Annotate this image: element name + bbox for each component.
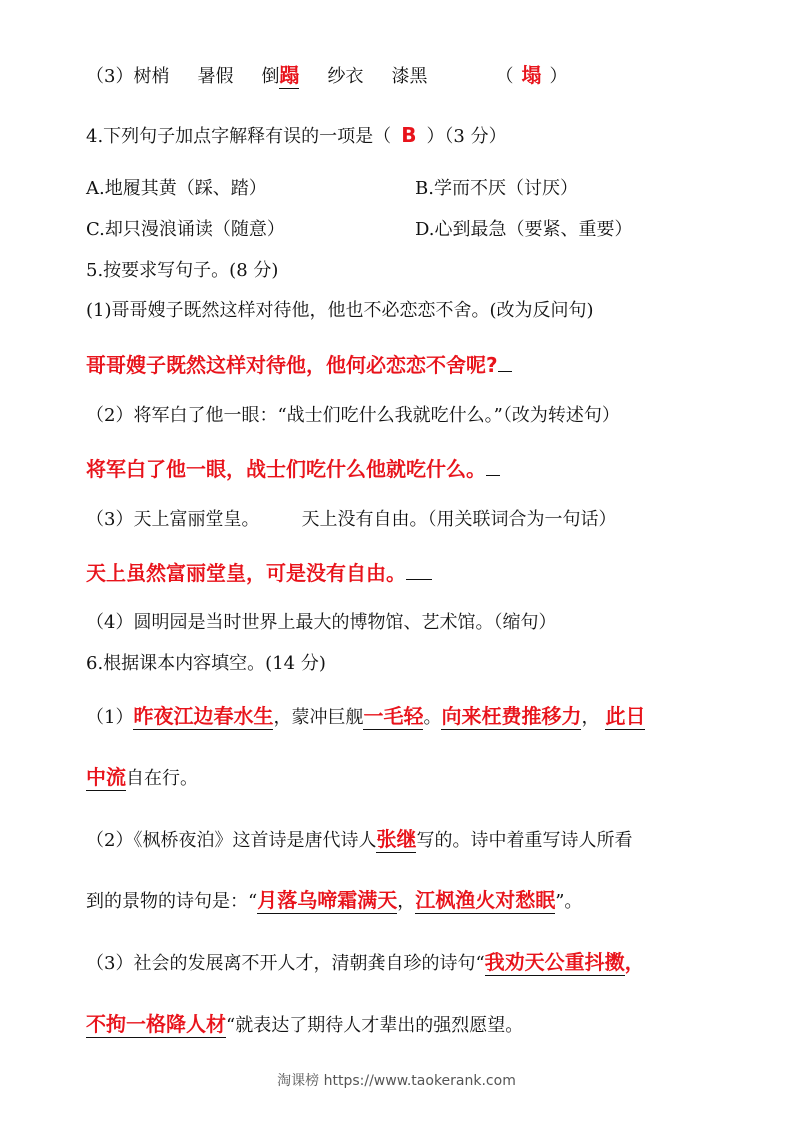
q3-line — [86, 62, 567, 90]
q4-option-c: C.却只漫浪诵读（随意） — [86, 219, 285, 240]
q5-sentence-3 — [86, 507, 616, 533]
q6-part-1-line-1 — [86, 703, 645, 731]
q6-p1-text-3: ， — [581, 707, 600, 728]
q6-p1-answer-2: 一毛轻 — [363, 704, 424, 728]
q6-p1-text-1: ，蒙冲巨舰 — [273, 707, 364, 728]
q6-p2b-text-pre: 到的景物的诗句是：“ — [86, 891, 258, 912]
q3-answer: 塌 — [521, 63, 542, 87]
q4-stem-text: 4.下列句子加点字解释有误的一项是（ — [86, 126, 392, 147]
q6-p1-answer-1: 昨夜江边春水生 — [133, 704, 274, 728]
q5-answer-3: 天上虽然富丽堂皇，可是没有自由。 — [86, 561, 406, 585]
q3-number: （3） — [86, 66, 134, 87]
q5-sentence-4: （4）圆明园是当时世界上最大的博物馆、艺术馆。（缩句） — [86, 612, 557, 633]
q6-p3b-text-post: “就表达了期待人才辈出的强烈愿望。 — [226, 1015, 524, 1036]
q6-p2b-text-mid: ， — [397, 891, 416, 912]
q4-answer: B — [401, 123, 417, 147]
q6-p1-text-2: 。 — [423, 707, 442, 728]
q4-option-a: A.地履其黄（踩、踏） — [86, 178, 267, 199]
q6-part-3-line-1 — [86, 949, 645, 977]
q3-word-4: 纱衣 — [327, 66, 364, 87]
q5-sentence-3b: 天上没有自由。（用关联词合为一句话） — [301, 509, 617, 530]
q3-word-5: 漆黑 — [391, 66, 428, 87]
q5-sentence-1: (1)哥哥嫂子既然这样对待他，他也不必恋恋不舍。(改为反问句) — [86, 300, 594, 321]
q5-answer-1-row — [86, 350, 512, 380]
q4-option-b: B.学而不厌（讨厌） — [415, 178, 578, 199]
q5-answer-2: 将军白了他一眼，战士们吃什么他就吃什么。 — [86, 457, 486, 481]
q6-p2-text-post: 写的。诗中着重写诗人所看 — [416, 830, 633, 851]
q5-title: 5.按要求写句子。(8 分) — [86, 260, 279, 281]
q6-part-1-number: （1） — [86, 707, 134, 728]
q5-answer-3-row — [86, 558, 432, 588]
q6-part-1-line-2 — [86, 764, 198, 792]
q3-paren-open: （ — [495, 66, 514, 87]
q3-word-1: 树梢 — [133, 66, 170, 87]
q6-part-3-line-2 — [86, 1011, 523, 1039]
q3-word-2: 暑假 — [197, 66, 234, 87]
q3-word-3-answer: 蹋 — [279, 63, 300, 87]
q4-option-d: D.心到最急（要紧、重要） — [415, 219, 633, 240]
q3-paren-close: ） — [549, 66, 568, 87]
q4-stem — [86, 122, 507, 150]
q5-sentence-2: （2）将军白了他一眼：“战士们吃什么我就吃什么。”（改为转述句） — [86, 405, 620, 426]
q6-p3-answer-2: 不拘一格降人材 — [86, 1012, 226, 1036]
q5-answer-1: 哥哥嫂子既然这样对待他，他何必恋恋不舍呢? — [86, 353, 498, 377]
q6-p1-answer-3: 向来枉费推移力 — [441, 704, 582, 728]
q6-p3-text-mid: ， — [624, 950, 645, 974]
q6-part-2-line-2 — [86, 887, 582, 915]
q6-title: 6.根据课本内容填空。(14 分) — [86, 653, 326, 674]
q6-p2-answer-3: 江枫渔火对愁眠 — [415, 888, 556, 912]
q6-p2-answer-2: 月落乌啼霜满天 — [257, 888, 398, 912]
q4-stem-score: ）（3 分） — [426, 126, 507, 147]
footer-watermark: 淘课榜 https://www.taokerank.com — [277, 1073, 516, 1089]
q6-p3-answer-1: 我劝天公重抖擞 — [484, 950, 625, 974]
q6-p1-answer-4: 此日 — [605, 704, 646, 728]
q6-p2-text-pre: （2）《枫桥夜泊》这首诗是唐代诗人 — [86, 830, 377, 851]
q6-part-2-line-1 — [86, 826, 632, 854]
q5-answer-2-row — [86, 454, 500, 484]
q6-p3-text-pre: （3）社会的发展离不开人才，清朝龚自珍的诗句“ — [86, 953, 485, 974]
q3-word-3-prefix: 倒 — [261, 66, 280, 87]
q6-p1-answer-4b: 中流 — [86, 765, 126, 789]
q6-p2-answer-1: 张继 — [376, 827, 417, 851]
q6-p2b-text-post: ”。 — [555, 891, 583, 912]
q6-p1-text-4: 自在行。 — [126, 768, 198, 789]
q5-sentence-3a: （3）天上富丽堂皇。 — [86, 509, 260, 530]
